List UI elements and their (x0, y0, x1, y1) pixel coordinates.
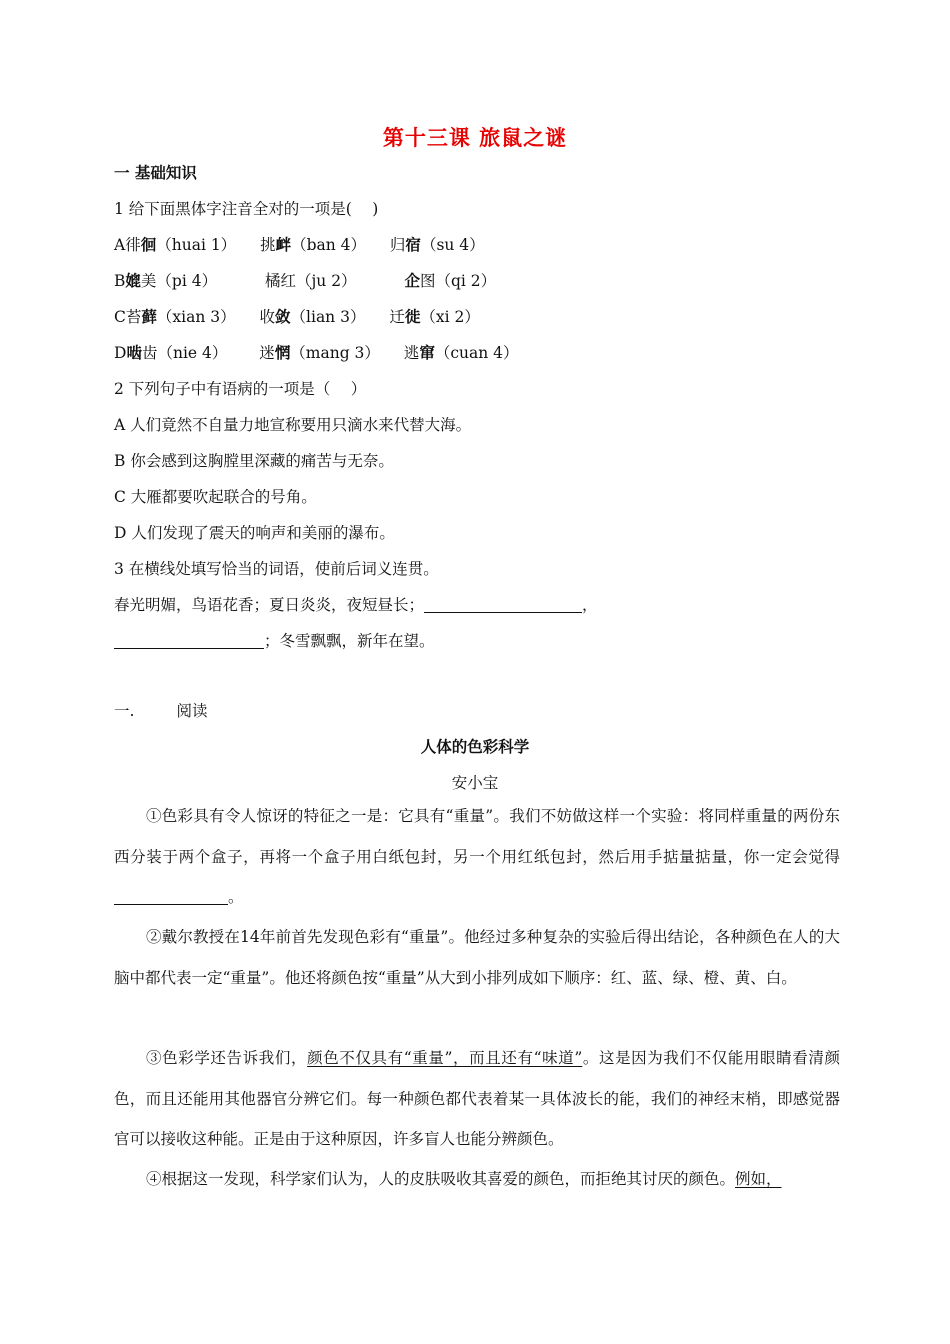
section-heading-reading (114, 699, 207, 721)
paragraph-text: ③色彩学还告诉我们， (146, 1049, 308, 1067)
question-2-stem: 2 下列句子中有语病的一项是（ ） (114, 380, 367, 398)
underlined-sentence: 颜色不仅具有“重量”，而且还有“味道” (307, 1049, 583, 1067)
option-word: 齿 (141, 344, 158, 362)
q3-text: ， (582, 596, 598, 614)
q3-text: ；冬雪飘飘，新年在望。 (264, 632, 435, 650)
option-pinyin: （xi 2） (420, 308, 480, 326)
option-pinyin: （mang 3） (290, 344, 380, 362)
paragraph-4 (114, 1159, 840, 1200)
q1-option-b (114, 270, 496, 292)
section-heading-text: 一 基础知识 (114, 164, 197, 182)
option-pinyin: （cuan 4） (434, 344, 519, 362)
q3-text: 春光明媚，鸟语花香；夏日炎炎，夜短昼长； (114, 596, 425, 614)
option-word: 迷 (259, 344, 275, 362)
option-bold-char: 啮 (126, 343, 142, 362)
option-pinyin: （huai 1） (156, 236, 237, 254)
q3-line-1 (114, 594, 598, 616)
section-heading-text: 阅读 (176, 702, 208, 720)
option-word: 美 (140, 272, 157, 290)
q2-option-b: B 你会感到这胸膛里深藏的痛苦与无奈。 (114, 452, 394, 470)
q1-option-d (114, 342, 519, 364)
option-bold-char: 媲 (125, 271, 141, 290)
option-pinyin: （xian 3） (156, 308, 236, 326)
option-pinyin: （su 4） (420, 236, 485, 254)
paragraph-3 (114, 1038, 840, 1160)
option-word: 橘红 (264, 272, 296, 290)
option-label: A (114, 236, 126, 254)
paragraph-text: 。 (228, 888, 244, 906)
option-bold-char: 宿 (405, 235, 421, 254)
option-pinyin: （lian 3） (290, 308, 366, 326)
fill-blank[interactable] (114, 632, 264, 649)
option-word: 徘 (125, 236, 141, 254)
option-pinyin: （nie 4） (157, 344, 228, 362)
paragraph-2: ②戴尔教授在14年前首先发现色彩有“重量”。他经过多种复杂的实验后得出结论，各种颜色在人的大脑中都代表一定“重量”。他还将颜色按“重量”从大到小排列成如下顺序：红、蓝、绿、橙、黄、白。 (114, 928, 840, 987)
paragraph-text: 。这是因为我们不仅能用眼睛看清颜色，而且还能用其他器官分辨它们。每一种颜色都代表着某一具体波长的能，我们的神经末梢，即感觉器官可以接收这种能。正是由于这种原因，许多盲人也能分辨颜色。 (114, 1049, 840, 1148)
fill-blank[interactable] (424, 596, 582, 613)
q3-line-2 (114, 630, 435, 652)
option-word: 收 (259, 308, 276, 326)
option-word: 逃 (403, 344, 420, 362)
option-bold-char: 企 (404, 271, 420, 290)
question-3-stem: 3 在横线处填写恰当的词语，使前后词义连贯。 (114, 560, 439, 578)
underlined-sentence: 例如， (735, 1170, 782, 1188)
option-bold-char: 敛 (275, 307, 291, 326)
option-word: 苔 (125, 308, 142, 326)
q2-option-d: D 人们发现了震天的响声和美丽的瀑布。 (114, 524, 395, 542)
option-bold-char: 窜 (419, 343, 435, 362)
option-word: 迁 (389, 308, 405, 326)
option-pinyin: （pi 4） (156, 272, 218, 290)
paragraph-text: ④根据这一发现，科学家们认为，人的皮肤吸收其喜爱的颜色，而拒绝其讨厌的颜色。 (146, 1170, 736, 1188)
article-title: 人体的色彩科学 (420, 738, 530, 756)
option-word: 挑 (260, 236, 276, 254)
option-label: D (114, 344, 127, 362)
fill-blank[interactable] (114, 888, 228, 905)
option-pinyin: （qi 2） (435, 272, 497, 290)
paragraph-text: ①色彩具有令人惊讶的特征之一是：它具有“重量”。我们不妨做这样一个实验：将同样重量的两份东西分装于两个盒子，再将一个盒子用白纸包封，另一个用红纸包封，然后用手掂量掂量，你一定会觉得 (114, 807, 840, 866)
q1-option-a (114, 234, 485, 256)
article-author: 安小宝 (451, 774, 499, 792)
section-heading-basics (114, 162, 197, 184)
section-number: 一. (114, 702, 135, 720)
option-label: B (114, 272, 126, 290)
option-pinyin: （ju 2） (295, 272, 357, 290)
option-label: C (114, 308, 126, 326)
question-1-stem: 1 给下面黑体字注音全对的一项是( ) (114, 200, 379, 218)
option-bold-char: 衅 (275, 235, 292, 254)
option-bold-char: 藓 (141, 307, 157, 326)
option-word: 归 (389, 236, 406, 254)
q2-option-a: A 人们竟然不自量力地宣称要用只滴水来代替大海。 (114, 416, 472, 434)
paragraph-1 (114, 796, 840, 918)
option-bold-char: 徙 (404, 307, 421, 326)
option-pinyin: （ban 4） (291, 236, 367, 254)
q1-option-c (114, 306, 480, 328)
option-bold-char: 徊 (140, 235, 157, 254)
option-bold-char: 惘 (274, 343, 291, 362)
option-word: 图 (419, 272, 436, 290)
q2-option-c: C 大雁都要吹起联合的号角。 (114, 488, 317, 506)
lesson-title: 第十三课 旅鼠之谜 (382, 126, 568, 150)
